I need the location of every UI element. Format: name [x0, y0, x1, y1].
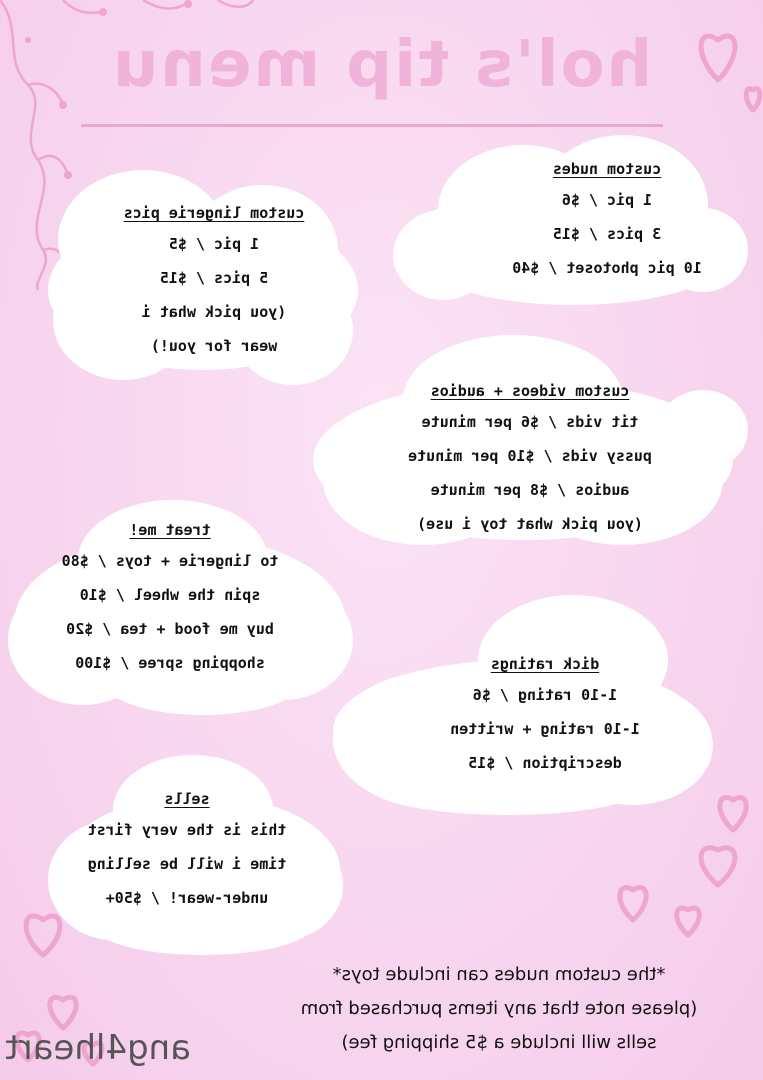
footnote: [265, 958, 733, 1060]
menu-line: wear for you!): [150, 337, 278, 355]
section-treat-me: [30, 521, 310, 689]
footnote-line: sells will include a $5 shipping fee): [341, 1032, 657, 1053]
menu-line: shopping spree / $100: [75, 654, 265, 672]
menu-line: time i will be selling: [87, 855, 287, 873]
title-divider: [81, 124, 663, 127]
menu-line: (you pick what i: [141, 303, 287, 321]
menu-line: spin the wheel / $10: [79, 586, 261, 604]
menu-line: description / $15: [468, 754, 622, 772]
menu-line: 1 pic / $5: [168, 235, 260, 253]
section-custom-nudes: [487, 160, 727, 294]
section-heading: custom nudes: [552, 160, 662, 178]
page-title: hol's tip menu: [110, 28, 653, 102]
menu-line: buy me food + tea / $20: [66, 620, 274, 638]
menu-line: under-wear! / $50+: [105, 889, 269, 907]
section-heading: dick ratings: [490, 655, 600, 673]
section-heading: treat me!: [129, 521, 211, 539]
section-heading: custom videos + audios: [430, 382, 630, 400]
menu-line: 1-10 rating + written: [450, 720, 640, 738]
signature: ang4lheart: [5, 1028, 191, 1068]
menu-line: to lingerie + toys / $80: [61, 552, 279, 570]
section-heading: custom lingerie pics: [123, 204, 305, 222]
section-sells: [62, 790, 312, 924]
section-custom-videos: [380, 382, 680, 550]
section-custom-lingerie: [94, 204, 334, 372]
menu-line: 3 pics / $15: [552, 225, 662, 243]
footnote-line: *the custom nudes can include toys*: [332, 964, 666, 985]
menu-line: 5 pics / $15: [159, 269, 269, 287]
menu-line: (you pick what toy i use): [417, 515, 643, 533]
menu-line: audios / $8 per minute: [430, 481, 630, 499]
menu-line: pussy vids / $10 per minute: [408, 447, 652, 465]
menu-line: 10 pic photoset / $40: [512, 259, 702, 277]
menu-line: this is the very first: [87, 821, 287, 839]
section-dick-ratings: [415, 655, 675, 789]
menu-line: 1 pic / $6: [561, 191, 653, 209]
section-heading: sells: [164, 790, 210, 808]
menu-line: 1-10 rating / $6: [472, 686, 618, 704]
menu-line: tit vids / $6 per minute: [421, 413, 639, 431]
footnote-line: (please note that any items purchased from: [300, 998, 698, 1019]
